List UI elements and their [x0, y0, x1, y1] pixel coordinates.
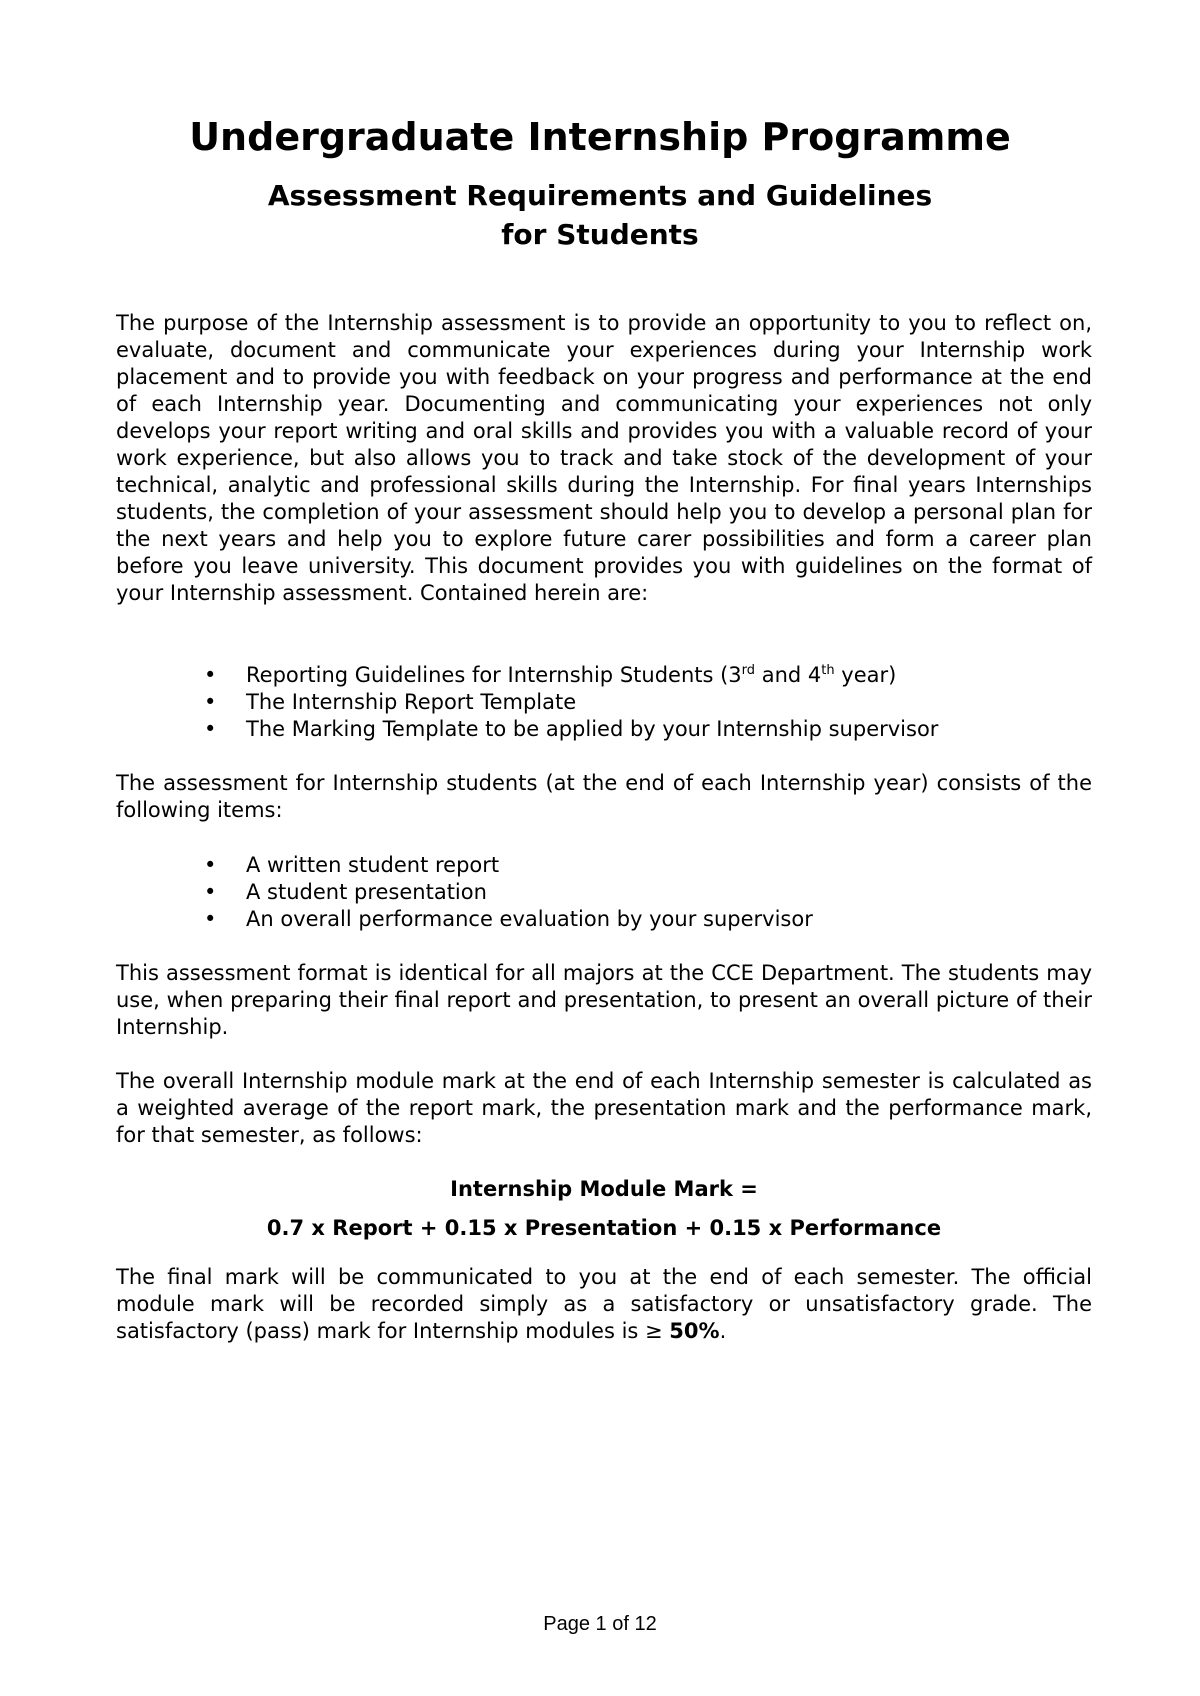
list-item-text: An overall performance evaluation by your supervisor: [246, 907, 813, 931]
list-item: [116, 906, 1092, 933]
subtitle-line-1: Assessment Requirements and Guidelines: [267, 179, 933, 212]
list-item-text: The Internship Report Template: [246, 690, 577, 714]
list-item: [116, 716, 1092, 743]
assessment-format-paragraph: This assessment format is identical for all majors at the CCE Department. The students may use, when preparing their final report and presentation, to present an overall picture of their Internship.: [116, 961, 1092, 1039]
list-item: [116, 662, 1092, 689]
final-mark-paragraph: [116, 1264, 1092, 1345]
superscript-th: th: [821, 663, 835, 678]
pass-mark-value: 50%: [669, 1319, 720, 1343]
bullet-icon: •: [204, 717, 217, 741]
assessment-intro-paragraph: The assessment for Internship students (at the end of each Internship year) consists of the following items:: [116, 771, 1092, 822]
list-item-text-start: Reporting Guidelines for Internship Students (3: [246, 663, 742, 687]
contents-list: [116, 662, 1092, 743]
list-item: [116, 879, 1092, 906]
document-subtitle: [0, 176, 1200, 254]
list-item: [116, 852, 1092, 879]
bullet-icon: •: [204, 907, 217, 931]
list-item-text: A written student report: [246, 853, 500, 877]
assessment-items-list: [116, 852, 1092, 933]
subtitle-line-2: for Students: [501, 218, 699, 251]
bullet-icon: •: [204, 853, 217, 877]
list-item-text-end: year): [834, 663, 897, 687]
list-item-text: A student presentation: [246, 880, 487, 904]
bullet-icon: •: [204, 690, 217, 714]
page-number: Page 1 of 12: [543, 1613, 657, 1635]
document-title: Undergraduate Internship Programme: [189, 115, 1011, 159]
superscript-rd: rd: [741, 663, 756, 678]
formula-heading: Internship Module Mark =: [450, 1177, 758, 1201]
list-item: [116, 689, 1092, 716]
overall-mark-paragraph: The overall Internship module mark at the end of each Internship semester is calculated as a weighted average of the report mark, the presentation mark and the performance mark, for that semester, as follows:: [116, 1069, 1092, 1147]
final-mark-period: .: [719, 1319, 727, 1343]
intro-paragraph: The purpose of the Internship assessment is to provide an opportunity to you to reflect on, evaluate, document and communicate your experiences during your Internship work placement and to provide you with feedback on your progress and performance at the end of each Internship year. Documenting and communicating your experiences not only develops your report writing and oral skills and provides you with a valuable record of your work experience, but also allows you to track and take stock of the development of your technical, analytic and professional skills during the Internship. For final years Internships students, the completion of your assessment should help you to develop a personal plan for the next years and help you to explore future carer possibilities and form a career plan before you leave university. This document provides you with guidelines on the format of your Internship assessment. Contained herein are:: [116, 311, 1092, 605]
list-item-text: The Marking Template to be applied by your Internship supervisor: [246, 717, 939, 741]
formula-expression: 0.7 x Report + 0.15 x Presentation + 0.15 x Performance: [266, 1216, 942, 1240]
bullet-icon: •: [204, 880, 217, 904]
bullet-icon: •: [204, 663, 217, 687]
module-mark-formula: [116, 1176, 1092, 1242]
list-item-text-middle: and 4: [755, 663, 822, 687]
final-mark-text: The final mark will be communicated to you at the end of each semester. The official module mark will be recorded simply as a satisfactory or unsatisfactory grade. The satisfactory (pass) mark for Internship modules is ≥: [116, 1265, 1092, 1343]
